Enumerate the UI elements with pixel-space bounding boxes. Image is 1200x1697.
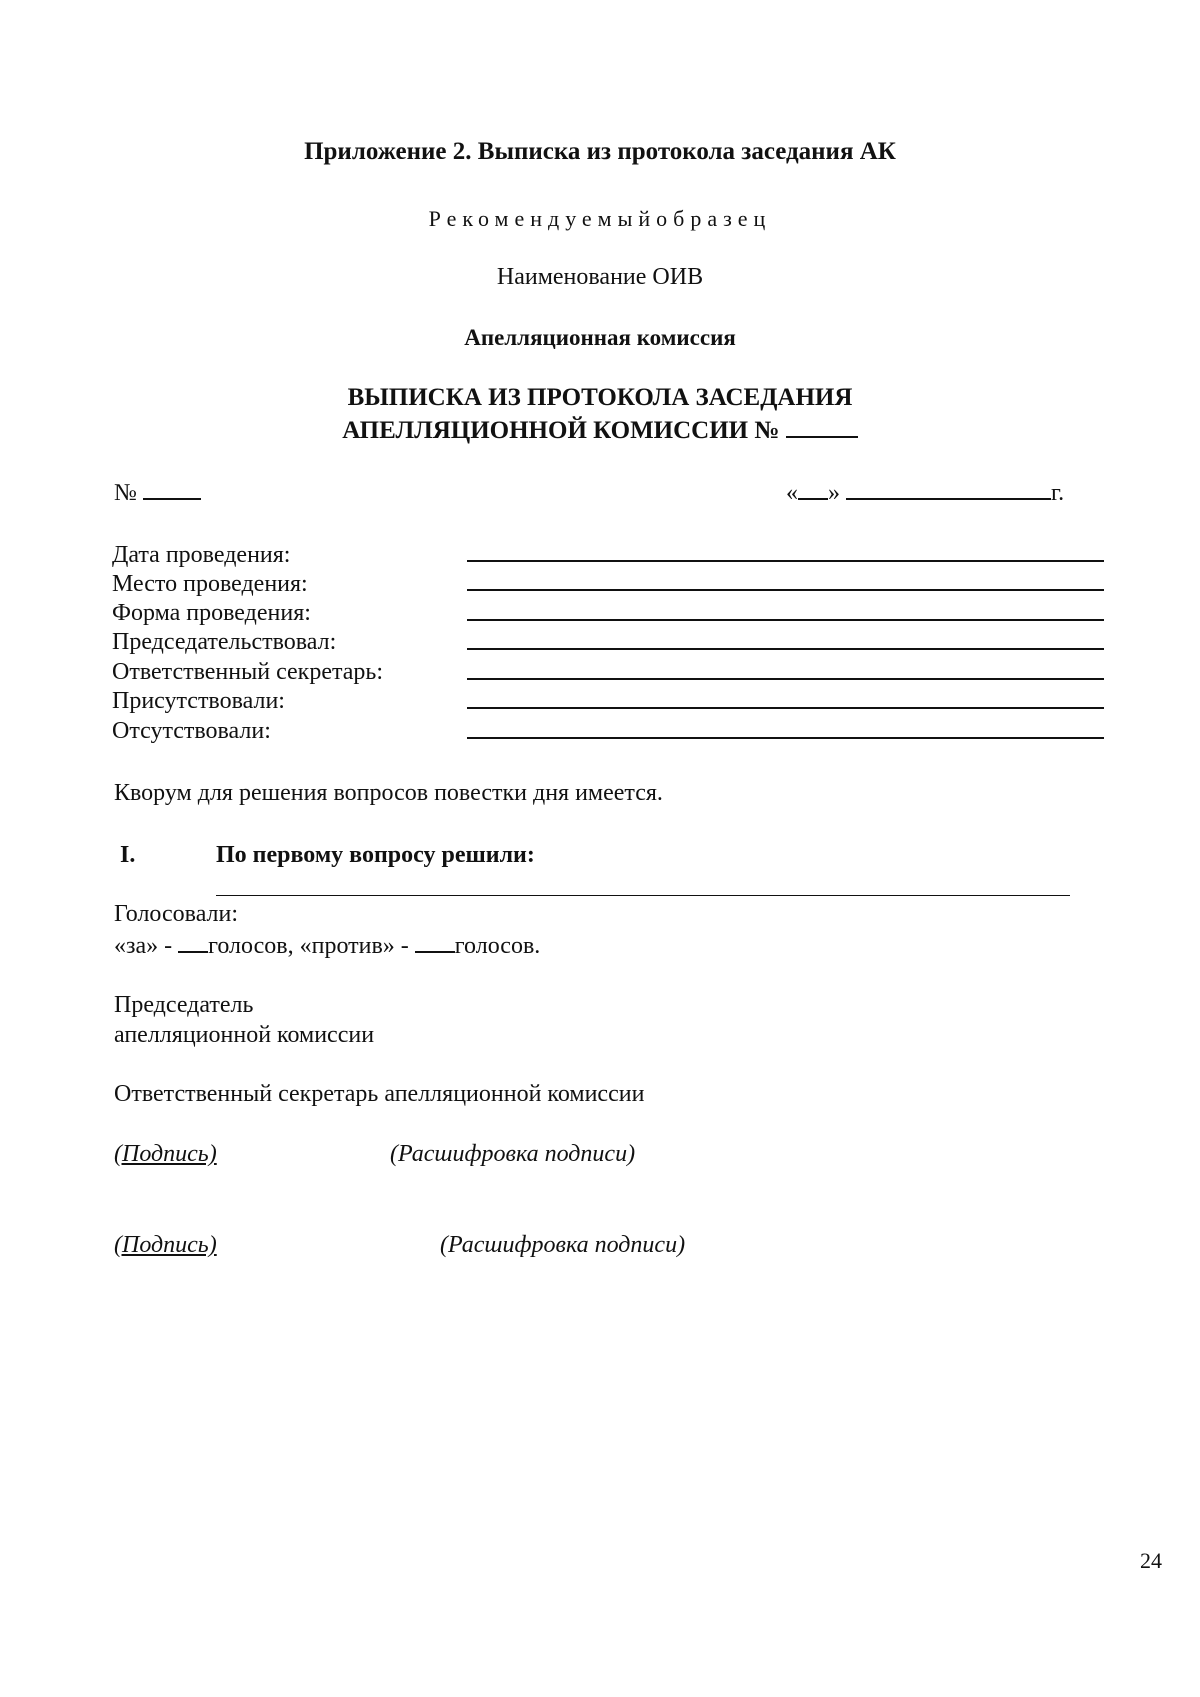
votes-for-prefix: «за» - [114,933,179,959]
appendix-title: Приложение 2. Выписка из протокола заседания АК [304,138,896,165]
field-line-form [467,619,1104,621]
field-line-place [467,589,1104,591]
votes-label: Голосовали: [114,901,239,927]
document-title-line-1: ВЫПИСКА ИЗ ПРОТОКОЛА ЗАСЕДАНИЯ [347,384,853,411]
field-label-present: Присутствовали: [112,688,285,714]
field-label-chairman: Председательствовал: [112,629,337,655]
question-number: I. [120,842,136,868]
signature-decode-1: (Расшифровка подписи) [390,1141,636,1167]
votes-against-blank [415,931,455,953]
secretary-title: Ответственный секретарь апелляционной комиссии [114,1081,645,1107]
commission-name: Апелляционная комиссия [464,325,736,350]
field-label-place: Место проведения: [112,571,308,597]
quorum-statement: Кворум для решения вопросов повестки дня имеется. [114,780,663,806]
votes-against-suffix: голосов. [454,933,541,959]
sample-label: Рекомендуемыйобразец [428,206,772,231]
field-line-date [467,560,1104,562]
votes-for-blank [178,931,208,953]
signature-placeholder-2: (Подпись) [114,1232,217,1258]
signature-decode-2: (Расшифровка подписи) [440,1232,686,1258]
number-sign: № [114,480,137,506]
field-line-chairman [467,648,1104,650]
document-title-line-2-text: АПЕЛЛЯЦИОННОЙ КОМИССИИ № [342,417,780,444]
decision-line [216,895,1070,896]
document-title-line-2 [0,416,1200,445]
signature-placeholder-1: (Подпись) [114,1141,217,1167]
month-year-blank [846,478,1051,500]
field-label-secretary: Ответственный секретарь: [112,659,384,685]
year-suffix: г. [1051,480,1065,506]
org-name: Наименование ОИВ [496,264,704,290]
field-line-secretary [467,678,1104,680]
open-quote: « [786,480,798,506]
field-line-absent [467,737,1104,739]
extract-number-line [114,478,201,507]
chairman-title-line-1: Председатель [114,992,254,1018]
field-label-date: Дата проведения: [112,542,291,568]
question-heading: По первому вопросу решили: [216,842,535,868]
extract-number-blank [143,478,201,500]
page-number: 24 [1140,1548,1162,1573]
votes-for-suffix: голосов, «против» - [208,933,415,959]
votes-line [114,931,540,960]
field-line-present [467,707,1104,709]
chairman-title-line-2: апелляционной комиссии [114,1022,375,1048]
field-label-form: Форма проведения: [112,600,311,626]
close-quote: » [828,480,840,506]
protocol-number-blank [786,416,858,438]
day-blank [798,478,828,500]
date-line [786,478,1064,507]
field-label-absent: Отсутствовали: [112,718,271,744]
